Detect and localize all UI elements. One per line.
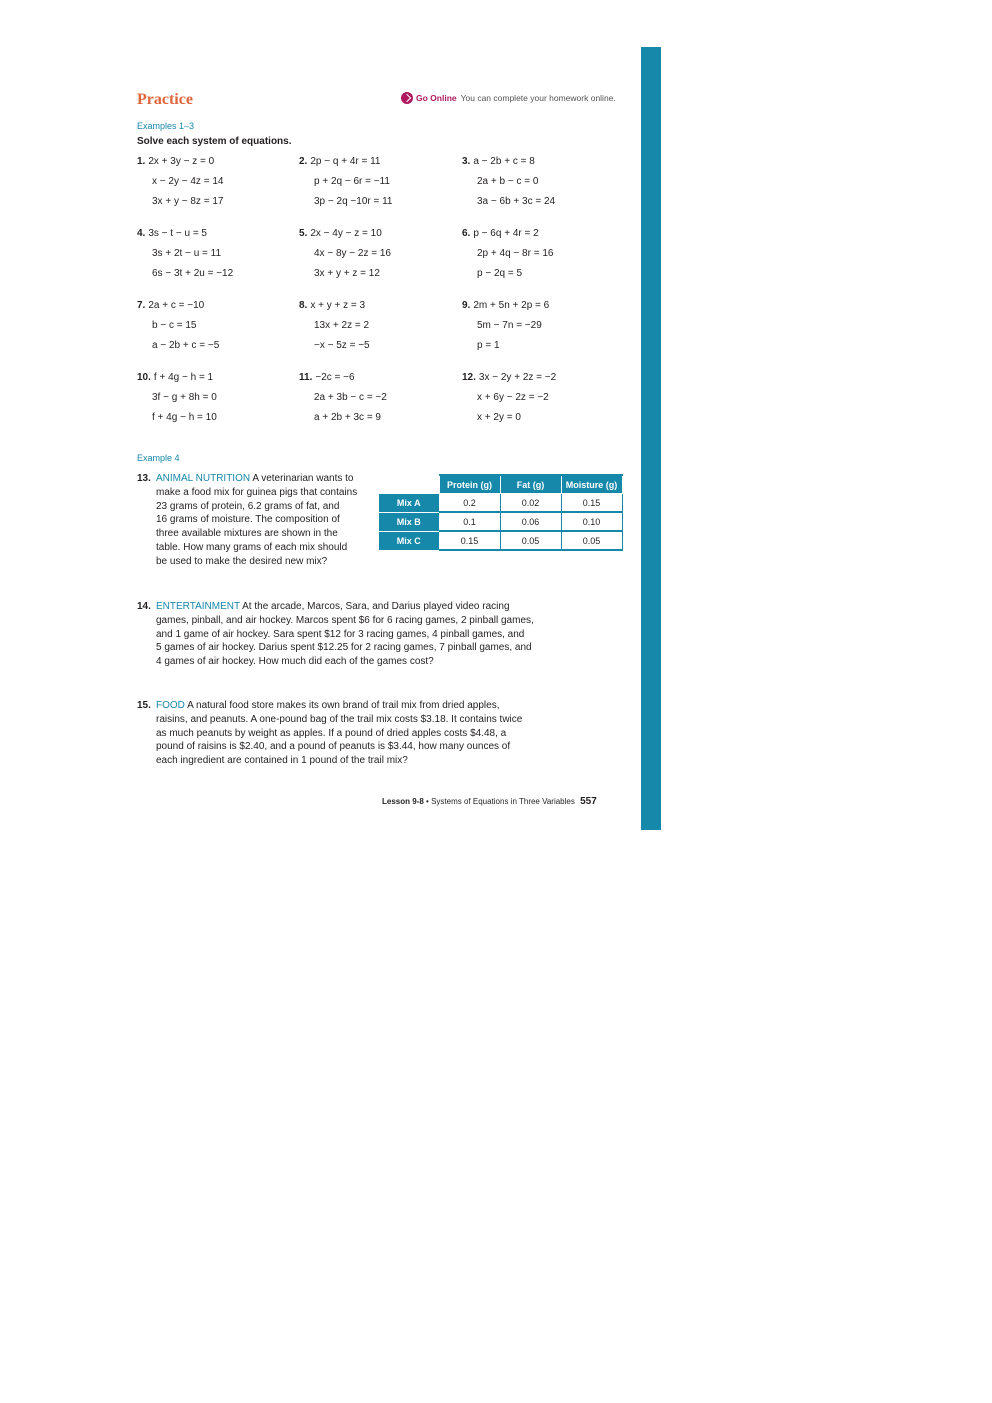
problem-equation: 5m − 7n = −29 [477,320,542,331]
problem-number: 14. [137,601,151,612]
mix-composition-table [378,474,623,551]
problem-keyword: FOOD [156,700,185,711]
problem-line: 23 grams of protein, 6.2 grams of fat, and [156,500,340,512]
examples-label-1: Examples 1–3 [137,121,195,131]
table-cell: 0.10 [561,512,622,531]
table-header-row [379,475,623,494]
row-header: Mix A [379,494,440,513]
problem-number: 4. [137,228,146,239]
table-cell: 0.15 [561,494,622,513]
column-header-fat: Fat (g) [500,475,561,494]
problem-line: raisins, and peanuts. A one-pound bag of the trail mix costs $3.18. It contains twice [156,713,523,725]
side-color-bar [641,47,661,830]
go-online-link[interactable] [401,92,616,104]
problem-number: 11. [299,372,313,383]
problem-body [137,472,382,569]
problem-5-first-equation [299,228,382,239]
go-online-icon [401,92,413,104]
problem-equation: 3f − g + 8h = 0 [152,392,217,403]
problem-line: 4 games of air hockey. How much did each of the games cost? [156,656,434,668]
row-header: Mix C [379,531,440,550]
problem-7-first-equation [137,300,204,311]
table-cell: 0.1 [439,512,500,531]
problem-body [137,600,587,669]
equation-text: 3x − 2y + 2z = −2 [478,372,557,383]
problem-line: 5 games of air hockey. Darius spent $12.25 for 2 racing games, 7 pinball games, and [156,642,532,654]
problem-equation: x + 2y = 0 [477,412,521,423]
problem-equation: a + 2b + 3c = 9 [314,412,381,423]
footer-bullet: • [426,797,429,806]
problem-number: 12. [462,372,476,383]
problem-6-first-equation [462,228,539,239]
equation-text: −2c = −6 [315,372,355,383]
problem-equation: 2a + 3b − c = −2 [314,392,387,403]
problem-equation: p = 1 [477,340,500,351]
equation-text: 2a + c = −10 [148,300,205,311]
problem-number: 7. [137,300,146,311]
table-corner [379,475,440,494]
problem-equation: −x − 5z = −5 [314,340,370,351]
problem-equation: 3x + y + z = 12 [314,268,380,279]
problem-line: each ingredient are contained in 1 pound of the trail mix? [156,755,408,767]
table-cell: 0.2 [439,494,500,513]
word-problem-14 [137,600,587,669]
footer-topic: Systems of Equations in Three Variables [431,797,575,806]
problem-8-first-equation [299,300,365,311]
problem-line: be used to make the desired new mix? [156,555,328,567]
instruction: Solve each system of equations. [137,136,292,147]
equation-text: 2x + 3y − z = 0 [148,156,215,167]
problem-line: and 1 game of air hockey. Sara spent $12 for 3 racing games, 4 pinball games, and [156,628,525,640]
equation-text: 3s − t − u = 5 [148,228,207,239]
problem-number: 15. [137,700,151,711]
table-cell: 0.06 [500,512,561,531]
problem-body [137,699,587,768]
problem-line: make a food mix for guinea pigs that contains [156,486,358,498]
problem-line: At the arcade, Marcos, Sara, and Darius played video racing [242,601,510,612]
problem-equation: p + 2q − 6r = −11 [314,176,390,187]
equation-text: p − 6q + 4r = 2 [473,228,539,239]
equation-text: a − 2b + c = 8 [473,156,535,167]
table-cell: 0.05 [500,531,561,550]
problem-equation: a − 2b + c = −5 [152,340,220,351]
problem-equation: b − c = 15 [152,320,197,331]
problem-number: 13. [137,473,151,484]
problem-number: 3. [462,156,471,167]
problem-2-first-equation [299,156,381,167]
equation-text: 2m + 5n + 2p = 6 [473,300,550,311]
go-online-label: Go Online [416,93,457,103]
problem-equation: 3x + y − 8z = 17 [152,196,224,207]
equation-text: 2p − q + 4r = 11 [310,156,381,167]
page-number: 557 [580,796,597,807]
word-problem-15 [137,699,587,768]
problem-line: as much peanuts by weight as apples. If a pound of dried apples costs $4.48, a [156,727,507,739]
problem-equation: 3a − 6b + 3c = 24 [477,196,556,207]
problem-keyword: ANIMAL NUTRITION [156,473,251,484]
problem-equation: x − 2y − 4z = 14 [152,176,224,187]
problem-number: 8. [299,300,308,311]
problem-keyword: ENTERTAINMENT [156,601,240,612]
examples-label-2: Example 4 [137,453,180,463]
problem-number: 2. [299,156,308,167]
problem-number: 10. [137,372,151,383]
problem-line: 16 grams of moisture. The composition of [156,514,340,526]
problem-12-first-equation [462,372,556,383]
problem-number: 1. [137,156,146,167]
column-header-protein: Protein (g) [439,475,500,494]
problem-number: 5. [299,228,308,239]
equation-text: x + y + z = 3 [310,300,366,311]
go-online-text: You can complete your homework online. [460,93,616,103]
problem-line: games, pinball, and air hockey. Marcos spent $6 for 6 racing games, 2 pinball games, [156,614,534,626]
problem-equation: f + 4g − h = 10 [152,412,217,423]
problem-9-first-equation [462,300,549,311]
footer-lesson: Lesson 9-8 [382,797,424,806]
problem-line: three available mixtures are shown in the [156,528,338,540]
problem-line: table. How many grams of each mix should [156,541,348,553]
problem-number: 6. [462,228,471,239]
problem-equation: 4x − 8y − 2z = 16 [314,248,391,259]
problem-equation: p − 2q = 5 [477,268,523,279]
problem-equation: 6s − 3t + 2u = −12 [152,268,234,279]
problem-equation: 3p − 2q −10r = 11 [314,196,393,207]
table-cell: 0.05 [561,531,622,550]
table-cell: 0.15 [439,531,500,550]
problem-line: A natural food store makes its own brand of trail mix from dried apples, [187,700,500,711]
row-header: Mix B [379,512,440,531]
problem-equation: 2a + b − c = 0 [477,176,539,187]
equation-text: f + 4g − h = 1 [153,372,214,383]
table-row [379,494,623,513]
problem-3-first-equation [462,156,535,167]
problem-4-first-equation [137,228,207,239]
table-row [379,512,623,531]
problem-line: A veterinarian wants to [252,473,354,484]
table-cell: 0.02 [500,494,561,513]
table-row [379,531,623,550]
problem-line: pound of raisins is $2.40, and a pound of peanuts is $3.44, how many ounces of [156,741,511,753]
problem-1-first-equation [137,156,214,167]
problem-number: 9. [462,300,471,311]
equation-text: 2x − 4y − z = 10 [310,228,382,239]
page-footer [382,796,597,807]
problem-equation: 2p + 4q − 8r = 16 [477,248,554,259]
problem-10-first-equation [137,372,213,383]
problem-11-first-equation [299,372,355,383]
page-title: Practice [137,91,193,108]
problem-equation: 3s + 2t − u = 11 [152,248,222,259]
word-problem-13 [137,472,382,569]
problem-equation: x + 6y − 2z = −2 [477,392,549,403]
column-header-moisture: Moisture (g) [561,475,622,494]
problem-equation: 13x + 2z = 2 [314,320,370,331]
